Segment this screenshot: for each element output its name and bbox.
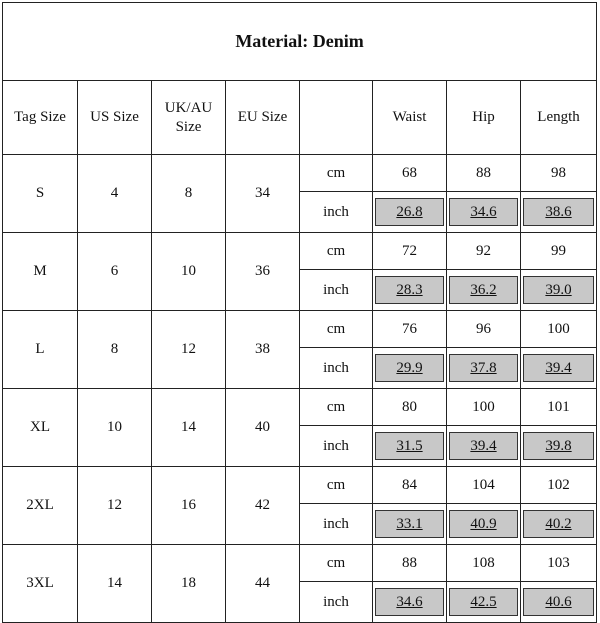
unit-cell: cm bbox=[300, 233, 373, 270]
hip-cm-cell: 108 bbox=[447, 545, 521, 582]
length-inch-cell bbox=[521, 348, 597, 389]
size-table bbox=[2, 2, 597, 623]
size-chart bbox=[2, 2, 596, 610]
waist-inch-cell bbox=[373, 270, 447, 311]
waist-cm-cell: 72 bbox=[373, 233, 447, 270]
eu-size-cell: 38 bbox=[226, 311, 300, 389]
length-inch-cell bbox=[521, 582, 597, 623]
length-inch-cell bbox=[521, 270, 597, 311]
header-us-size: US Size bbox=[78, 81, 152, 155]
inch-value: 36.2 bbox=[470, 281, 497, 298]
us-size-cell: 8 bbox=[78, 311, 152, 389]
waist-cm-cell: 88 bbox=[373, 545, 447, 582]
hip-inch-cell bbox=[447, 426, 521, 467]
eu-size-cell: 36 bbox=[226, 233, 300, 311]
inch-value-box bbox=[449, 432, 518, 460]
inch-value: 29.9 bbox=[396, 359, 423, 376]
unit-cell: cm bbox=[300, 155, 373, 192]
waist-inch-cell bbox=[373, 426, 447, 467]
unit-cell: cm bbox=[300, 311, 373, 348]
unit-cell: inch bbox=[300, 504, 373, 545]
waist-inch-cell bbox=[373, 192, 447, 233]
header-tag-size: Tag Size bbox=[3, 81, 78, 155]
inch-value-box bbox=[449, 354, 518, 382]
header-ukau-size: UK/AU Size bbox=[152, 81, 226, 155]
table-title: Material: Denim bbox=[3, 3, 597, 81]
inch-value-box bbox=[375, 198, 444, 226]
inch-value-box bbox=[449, 276, 518, 304]
tag-size-cell: 2XL bbox=[3, 467, 78, 545]
hip-inch-cell bbox=[447, 504, 521, 545]
length-inch-cell bbox=[521, 426, 597, 467]
inch-value-box bbox=[375, 432, 444, 460]
table-row bbox=[3, 155, 597, 192]
tag-size-cell: S bbox=[3, 155, 78, 233]
length-cm-cell: 102 bbox=[521, 467, 597, 504]
ukau-size-cell: 14 bbox=[152, 389, 226, 467]
unit-cell: inch bbox=[300, 348, 373, 389]
length-cm-cell: 98 bbox=[521, 155, 597, 192]
waist-cm-cell: 84 bbox=[373, 467, 447, 504]
tag-size-cell: XL bbox=[3, 389, 78, 467]
inch-value: 39.4 bbox=[545, 359, 572, 376]
eu-size-cell: 40 bbox=[226, 389, 300, 467]
hip-cm-cell: 88 bbox=[447, 155, 521, 192]
unit-cell: cm bbox=[300, 467, 373, 504]
inch-value-box bbox=[523, 432, 594, 460]
length-cm-cell: 99 bbox=[521, 233, 597, 270]
table-row bbox=[3, 467, 597, 504]
inch-value: 42.5 bbox=[470, 593, 497, 610]
hip-inch-cell bbox=[447, 270, 521, 311]
hip-cm-cell: 100 bbox=[447, 389, 521, 426]
inch-value: 31.5 bbox=[396, 437, 423, 454]
inch-value: 26.8 bbox=[396, 203, 423, 220]
length-cm-cell: 101 bbox=[521, 389, 597, 426]
inch-value-box bbox=[449, 510, 518, 538]
us-size-cell: 10 bbox=[78, 389, 152, 467]
us-size-cell: 12 bbox=[78, 467, 152, 545]
length-cm-cell: 103 bbox=[521, 545, 597, 582]
inch-value: 39.4 bbox=[470, 437, 497, 454]
inch-value: 28.3 bbox=[396, 281, 423, 298]
header-unit bbox=[300, 81, 373, 155]
inch-value: 39.0 bbox=[545, 281, 572, 298]
unit-cell: cm bbox=[300, 545, 373, 582]
table-row bbox=[3, 233, 597, 270]
table-row bbox=[3, 545, 597, 582]
inch-value: 40.2 bbox=[545, 515, 572, 532]
tag-size-cell: 3XL bbox=[3, 545, 78, 623]
tag-size-cell: M bbox=[3, 233, 78, 311]
inch-value-box bbox=[375, 276, 444, 304]
ukau-size-cell: 16 bbox=[152, 467, 226, 545]
header-length: Length bbox=[521, 81, 597, 155]
waist-cm-cell: 76 bbox=[373, 311, 447, 348]
inch-value-box bbox=[375, 354, 444, 382]
length-cm-cell: 100 bbox=[521, 311, 597, 348]
unit-cell: inch bbox=[300, 426, 373, 467]
inch-value-box bbox=[375, 588, 444, 616]
us-size-cell: 6 bbox=[78, 233, 152, 311]
unit-cell: inch bbox=[300, 192, 373, 233]
inch-value-box bbox=[523, 198, 594, 226]
unit-cell: inch bbox=[300, 582, 373, 623]
waist-inch-cell bbox=[373, 348, 447, 389]
us-size-cell: 14 bbox=[78, 545, 152, 623]
waist-cm-cell: 68 bbox=[373, 155, 447, 192]
inch-value: 40.6 bbox=[545, 593, 572, 610]
hip-cm-cell: 96 bbox=[447, 311, 521, 348]
tag-size-cell: L bbox=[3, 311, 78, 389]
inch-value: 34.6 bbox=[396, 593, 423, 610]
inch-value: 37.8 bbox=[470, 359, 497, 376]
inch-value-box bbox=[523, 588, 594, 616]
header-row bbox=[3, 81, 597, 155]
length-inch-cell bbox=[521, 504, 597, 545]
inch-value: 40.9 bbox=[470, 515, 497, 532]
eu-size-cell: 34 bbox=[226, 155, 300, 233]
unit-cell: cm bbox=[300, 389, 373, 426]
inch-value-box bbox=[523, 510, 594, 538]
table-row bbox=[3, 389, 597, 426]
table-row bbox=[3, 311, 597, 348]
us-size-cell: 4 bbox=[78, 155, 152, 233]
header-hip: Hip bbox=[447, 81, 521, 155]
hip-cm-cell: 92 bbox=[447, 233, 521, 270]
hip-inch-cell bbox=[447, 582, 521, 623]
inch-value-box bbox=[523, 354, 594, 382]
inch-value: 34.6 bbox=[470, 203, 497, 220]
inch-value-box bbox=[449, 198, 518, 226]
inch-value: 39.8 bbox=[545, 437, 572, 454]
waist-inch-cell bbox=[373, 582, 447, 623]
inch-value-box bbox=[375, 510, 444, 538]
eu-size-cell: 44 bbox=[226, 545, 300, 623]
header-eu-size: EU Size bbox=[226, 81, 300, 155]
inch-value-box bbox=[523, 276, 594, 304]
eu-size-cell: 42 bbox=[226, 467, 300, 545]
unit-cell: inch bbox=[300, 270, 373, 311]
inch-value: 33.1 bbox=[396, 515, 423, 532]
hip-cm-cell: 104 bbox=[447, 467, 521, 504]
inch-value-box bbox=[449, 588, 518, 616]
ukau-size-cell: 12 bbox=[152, 311, 226, 389]
waist-inch-cell bbox=[373, 504, 447, 545]
length-inch-cell bbox=[521, 192, 597, 233]
inch-value: 38.6 bbox=[545, 203, 572, 220]
ukau-size-cell: 8 bbox=[152, 155, 226, 233]
header-waist: Waist bbox=[373, 81, 447, 155]
ukau-size-cell: 10 bbox=[152, 233, 226, 311]
hip-inch-cell bbox=[447, 192, 521, 233]
waist-cm-cell: 80 bbox=[373, 389, 447, 426]
ukau-size-cell: 18 bbox=[152, 545, 226, 623]
hip-inch-cell bbox=[447, 348, 521, 389]
